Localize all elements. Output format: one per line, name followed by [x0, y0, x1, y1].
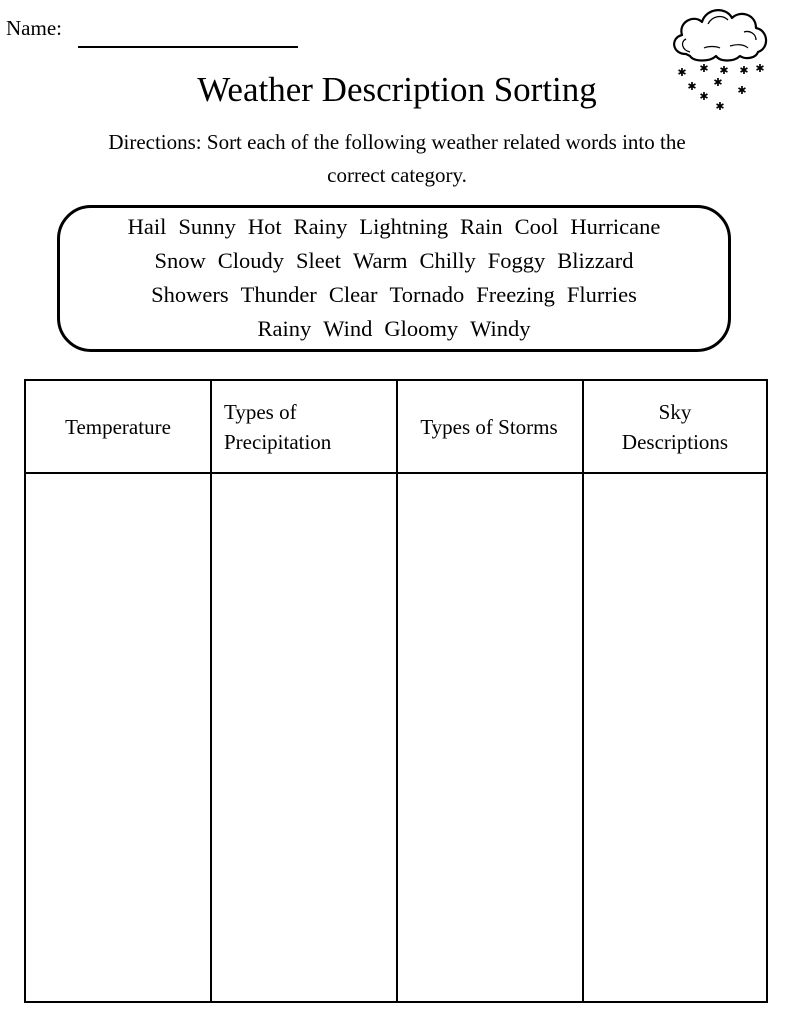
directions-line-1: Directions: Sort each of the following weather related words into the [108, 130, 686, 154]
word-item: Foggy [487, 248, 546, 273]
svg-text:✱: ✱ [677, 66, 687, 79]
svg-text:✱: ✱ [755, 62, 765, 75]
word-bank-row [60, 248, 728, 274]
column-header-text: Sky [658, 399, 692, 424]
answer-cell-storms[interactable] [398, 474, 582, 1001]
word-bank-row [60, 282, 728, 308]
answer-cell-temperature[interactable] [26, 474, 210, 1001]
word-item: Clear [328, 282, 378, 307]
answer-cell-sky[interactable] [584, 474, 766, 1001]
svg-text:✱: ✱ [713, 76, 723, 89]
word-item: Hot [247, 214, 282, 239]
word-bank-row [60, 316, 728, 342]
column-header-text: Types of [224, 399, 297, 424]
word-item: Hail [127, 214, 167, 239]
column-header-text: Descriptions [621, 429, 729, 454]
column-header-text: Types of Storms [420, 414, 558, 439]
word-item: Showers [151, 282, 229, 307]
word-item: Hurricane [570, 214, 661, 239]
svg-text:✱: ✱ [699, 90, 709, 103]
name-line [78, 46, 298, 48]
column-header-temperature [26, 381, 210, 472]
snow-cloud-icon [664, 2, 774, 114]
column-header-precipitation [224, 381, 396, 472]
word-item: Lightning [359, 214, 449, 239]
word-item: Rainy [257, 316, 312, 341]
word-item: Chilly [419, 248, 476, 273]
directions-line-2: correct category. [327, 163, 467, 187]
answer-cell-precipitation[interactable] [212, 474, 396, 1001]
word-bank-row [60, 214, 728, 240]
word-item: Sleet [296, 248, 342, 273]
word-bank [57, 205, 731, 352]
svg-text:✱: ✱ [699, 62, 709, 75]
word-item: Snow [154, 248, 206, 273]
name-label: Name: [6, 16, 62, 40]
word-item: Sunny [178, 214, 236, 239]
svg-text:✱: ✱ [737, 84, 747, 97]
word-item: Cloudy [217, 248, 285, 273]
column-header-sky [582, 381, 768, 472]
sorting-table [24, 379, 768, 1003]
svg-text:✱: ✱ [739, 64, 749, 77]
word-item: Wind [323, 316, 373, 341]
svg-text:✱: ✱ [687, 80, 697, 93]
word-item: Cool [514, 214, 559, 239]
svg-text:✱: ✱ [715, 100, 725, 113]
directions [40, 126, 754, 192]
word-item: Thunder [240, 282, 317, 307]
page-title: Weather Description Sorting [197, 70, 597, 109]
word-item: Rain [460, 214, 503, 239]
word-item: Freezing [476, 282, 555, 307]
word-item: Tornado [389, 282, 465, 307]
column-header-text: Temperature [65, 414, 171, 439]
word-item: Warm [353, 248, 408, 273]
word-item: Windy [470, 316, 531, 341]
word-item: Blizzard [557, 248, 634, 273]
word-item: Flurries [566, 282, 637, 307]
column-header-text: Precipitation [224, 429, 332, 454]
word-item: Gloomy [384, 316, 459, 341]
word-item: Rainy [293, 214, 348, 239]
column-header-storms [396, 381, 582, 472]
svg-text:✱: ✱ [719, 64, 729, 77]
